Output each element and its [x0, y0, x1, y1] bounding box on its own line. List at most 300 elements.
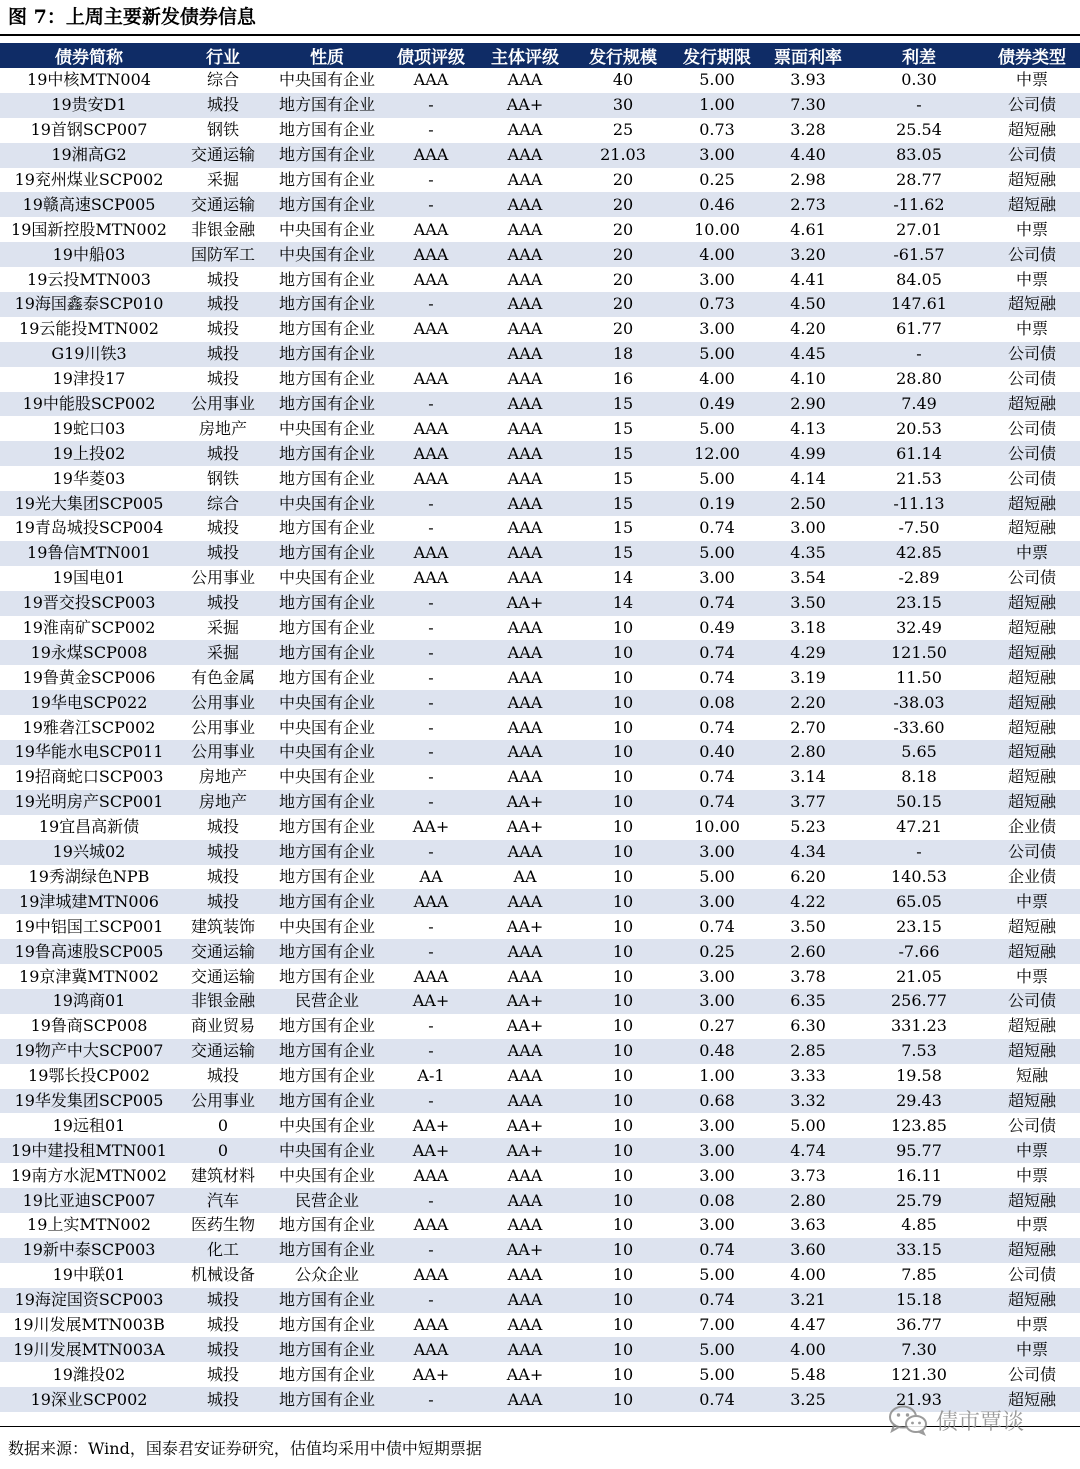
table-row [0, 840, 1080, 865]
cell-spread: 32.49 [896, 618, 942, 638]
cell-ownership: 中央国有企业 [268, 1138, 386, 1163]
cell-industry: 城投 [206, 1066, 239, 1086]
cell-issue-rating: - [386, 192, 476, 217]
cell-industry: 城投 [178, 1288, 268, 1313]
cell-issuer-rating: AA+ [506, 916, 544, 936]
table-row [0, 566, 1080, 591]
cell-issuer-rating: AAA [476, 840, 574, 865]
cell-coupon-rate: 2.98 [790, 170, 826, 189]
watermark-text: 债市覃谈 [936, 1409, 1025, 1435]
cell-bond-name: 19兖州煤业SCP002 [14, 170, 164, 189]
cell-issue-size: 10 [574, 1238, 672, 1263]
cell-ownership: 地方国有企业 [268, 292, 386, 317]
cell-issuer-rating: AAA [476, 1039, 574, 1064]
cell-industry: 机械设备 [190, 1265, 255, 1285]
cell-ownership: 民营企业 [268, 1188, 386, 1213]
cell-bond-name: 19赣高速SCP005 [0, 192, 178, 217]
cell-spread: 0.30 [901, 70, 937, 90]
cell-issue-size: 10 [612, 717, 634, 737]
cell-bond-name: 19川发展MTN003B [13, 1314, 165, 1334]
cell-spread: 65.05 [854, 889, 984, 914]
cell-issue-rating: - [386, 392, 476, 417]
cell-issue-size: 15 [612, 518, 634, 538]
cell-tenor: 0.74 [672, 1238, 762, 1263]
cell-bond-type: 超短融 [984, 939, 1080, 964]
cell-ownership: 地方国有企业 [268, 143, 386, 168]
cell-issuer-rating: AAA [476, 441, 574, 466]
cell-spread: 83.05 [854, 143, 984, 168]
cell-bond-name: 19秀湖绿色NPB [28, 866, 150, 886]
cell-issuer-rating: AAA [507, 568, 543, 588]
cell-issue-rating: AA [419, 866, 443, 886]
cell-bond-type: 超短融 [984, 640, 1080, 665]
cell-coupon-rate: 3.77 [762, 790, 854, 815]
cell-bond-name: 19海淀国资SCP003 [0, 1288, 178, 1313]
cell-coupon-rate: 6.30 [790, 1016, 826, 1036]
cell-bond-name: 19国新控股MTN002 [11, 219, 167, 239]
cell-issue-rating: - [428, 767, 434, 787]
cell-issue-size: 10 [612, 618, 634, 638]
cell-issue-rating: - [386, 93, 476, 118]
cell-ownership: 地方国有企业 [268, 939, 386, 964]
cell-industry: 城投 [178, 292, 268, 317]
cell-issuer-rating: AAA [507, 1314, 543, 1334]
cell-tenor: 4.00 [699, 369, 735, 389]
cell-industry: 钢铁 [206, 468, 239, 488]
cell-issue-size: 10 [612, 667, 634, 687]
cell-spread: -7.66 [854, 939, 984, 964]
cell-industry: 公用事业 [190, 717, 255, 737]
cell-coupon-rate: 4.45 [762, 342, 854, 367]
cell-industry: 城投 [206, 518, 239, 538]
cell-issuer-rating: AAA [507, 966, 543, 986]
cell-coupon-rate: 4.00 [790, 1265, 826, 1285]
cell-bond-name: 19湘高G2 [0, 143, 178, 168]
cell-spread: 50.15 [854, 790, 984, 815]
cell-coupon-rate: 2.60 [762, 939, 854, 964]
cell-bond-type: 公司债 [1007, 418, 1056, 438]
table-row [0, 68, 1080, 93]
cell-spread: 7.85 [901, 1265, 937, 1285]
cell-tenor: 7.00 [699, 1314, 735, 1334]
cell-coupon-rate: 6.20 [790, 866, 826, 886]
cell-industry: 采掘 [178, 640, 268, 665]
cell-tenor: 5.00 [699, 1364, 735, 1384]
cell-issuer-rating: AAA [476, 392, 574, 417]
cell-ownership: 地方国有企业 [268, 591, 386, 616]
cell-issue-rating: - [428, 170, 434, 189]
cell-ownership: 地方国有企业 [278, 1364, 375, 1384]
table-row [0, 690, 1080, 715]
cell-issue-rating: - [386, 1387, 476, 1412]
cell-issuer-rating: AA+ [506, 817, 544, 837]
table-row [0, 1263, 1080, 1288]
cell-bond-type: 超短融 [984, 1188, 1080, 1213]
table-row [0, 740, 1080, 765]
cell-ownership: 地方国有企业 [278, 966, 375, 986]
cell-spread: 29.43 [854, 1089, 984, 1114]
cell-coupon-rate: 4.00 [762, 1337, 854, 1362]
cell-issue-rating: - [428, 667, 434, 687]
cell-industry: 交通运输 [178, 143, 268, 168]
cell-coupon-rate: 3.21 [762, 1288, 854, 1313]
cell-spread: 61.77 [896, 319, 942, 339]
cell-coupon-rate: 3.50 [790, 916, 826, 936]
header-bond-type: 债券类型 [984, 43, 1080, 68]
cell-issuer-rating: AAA [507, 1215, 543, 1235]
cell-issue-rating: AAA [386, 441, 476, 466]
cell-tenor: 10.00 [694, 219, 740, 239]
cell-spread: 121.50 [854, 640, 984, 665]
cell-ownership: 地方国有企业 [278, 1066, 375, 1086]
cell-issue-size: 15 [612, 418, 634, 438]
cell-issuer-rating: AAA [476, 939, 574, 964]
cell-industry: 城投 [206, 319, 239, 339]
figure-title: 图 7：上周主要新发债券信息 [8, 6, 256, 28]
table-row [0, 242, 1080, 267]
cell-issuer-rating: AAA [507, 319, 543, 339]
cell-issue-size: 10 [574, 1288, 672, 1313]
cell-spread: 16.11 [896, 1165, 942, 1185]
cell-issuer-rating: AAA [507, 170, 543, 189]
cell-ownership: 中央国有企业 [268, 740, 386, 765]
cell-bond-name: 19潍投02 [52, 1364, 126, 1384]
table-row [0, 665, 1080, 690]
cell-bond-name: 19华菱03 [52, 468, 126, 488]
cell-issue-rating: - [428, 1016, 434, 1036]
cell-issue-size: 10 [612, 866, 634, 886]
cell-bond-type: 公司债 [1007, 468, 1056, 488]
cell-bond-name: 19鄂长投CP002 [28, 1066, 150, 1086]
cell-bond-type: 公司债 [984, 93, 1080, 118]
title-rule [0, 34, 1080, 36]
cell-bond-name: 19华能水电SCP011 [0, 740, 178, 765]
cell-industry: 交通运输 [190, 966, 255, 986]
cell-industry: 化工 [178, 1238, 268, 1263]
cell-issue-size: 10 [574, 1387, 672, 1412]
cell-issue-rating: AAA [413, 1314, 449, 1334]
cell-issue-size: 10 [574, 790, 672, 815]
cell-issue-rating: AAA [413, 319, 449, 339]
cell-tenor: 10.00 [694, 817, 740, 837]
cell-industry: 城投 [206, 369, 239, 389]
cell-tenor: 3.00 [672, 889, 762, 914]
cell-ownership: 地方国有企业 [278, 170, 375, 189]
cell-issue-size: 10 [574, 1089, 672, 1114]
table-row [0, 217, 1080, 242]
cell-spread: 147.61 [854, 292, 984, 317]
cell-issuer-rating: AAA [507, 518, 543, 538]
cell-bond-type: 超短融 [984, 392, 1080, 417]
cell-issuer-rating: AA+ [506, 1115, 544, 1135]
cell-bond-type: 超短融 [984, 1238, 1080, 1263]
cell-coupon-rate: 4.35 [762, 541, 854, 566]
table-row [0, 392, 1080, 417]
cell-industry: 交通运输 [178, 192, 268, 217]
cell-coupon-rate: 4.40 [762, 143, 854, 168]
cell-industry: 城投 [178, 342, 268, 367]
table-row [0, 168, 1080, 193]
cell-bond-type: 超短融 [984, 1089, 1080, 1114]
cell-coupon-rate: 3.60 [762, 1238, 854, 1263]
cell-bond-name: 19宜昌高新债 [38, 817, 140, 837]
cell-industry: 城投 [178, 840, 268, 865]
table-row [0, 1089, 1080, 1114]
cell-issue-size: 10 [612, 1066, 634, 1086]
header-industry: 行业 [178, 43, 268, 68]
cell-spread: 21.53 [896, 468, 942, 488]
cell-ownership: 中央国有企业 [278, 767, 375, 787]
cell-tenor: 12.00 [672, 441, 762, 466]
cell-bond-type: 中票 [1015, 219, 1048, 239]
cell-bond-name: 19永煤SCP008 [0, 640, 178, 665]
cell-spread: 121.30 [891, 1364, 947, 1384]
cell-bond-type: 公司债 [984, 242, 1080, 267]
cell-issuer-rating: AAA [476, 1387, 574, 1412]
cell-issue-rating: - [428, 717, 434, 737]
cell-issue-size: 10 [612, 1165, 634, 1185]
cell-issue-size: 10 [574, 939, 672, 964]
cell-issuer-rating: AAA [507, 1165, 543, 1185]
cell-issue-rating: AAA [413, 418, 449, 438]
cell-coupon-rate: 4.14 [790, 468, 826, 488]
cell-spread: -11.62 [854, 192, 984, 217]
cell-bond-name: 19上实MTN002 [27, 1215, 151, 1235]
cell-bond-name: 19华电SCP022 [0, 690, 178, 715]
table-row [0, 1238, 1080, 1263]
cell-coupon-rate: 3.19 [790, 667, 826, 687]
cell-issuer-rating: AAA [476, 640, 574, 665]
cell-issuer-rating: AA+ [476, 790, 574, 815]
cell-issue-size: 10 [574, 1337, 672, 1362]
cell-coupon-rate: 2.20 [762, 690, 854, 715]
cell-issuer-rating: AA+ [476, 1138, 574, 1163]
cell-spread: 21.93 [854, 1387, 984, 1412]
cell-coupon-rate: 5.00 [790, 1115, 826, 1135]
cell-bond-type: 超短融 [1007, 767, 1056, 787]
cell-issue-rating: - [386, 790, 476, 815]
cell-bond-type: 中票 [984, 541, 1080, 566]
cell-bond-name: G19川铁3 [0, 342, 178, 367]
cell-issue-size: 18 [574, 342, 672, 367]
cell-ownership: 地方国有企业 [268, 441, 386, 466]
cell-issue-size: 15 [574, 392, 672, 417]
cell-tenor: 5.00 [699, 1265, 735, 1285]
cell-ownership: 地方国有企业 [278, 667, 375, 687]
cell-industry: 0 [178, 1138, 268, 1163]
cell-coupon-rate: 4.61 [790, 219, 826, 239]
cell-ownership: 地方国有企业 [268, 889, 386, 914]
cell-issuer-rating: AAA [507, 618, 543, 638]
table-row [0, 1064, 1080, 1089]
cell-issue-rating: - [386, 491, 476, 516]
cell-bond-type: 中票 [1015, 1215, 1048, 1235]
cell-tenor: 0.46 [672, 192, 762, 217]
cell-issue-rating: - [386, 740, 476, 765]
table-row [0, 466, 1080, 491]
wechat-icon [888, 1404, 928, 1436]
cell-bond-name: 19淮南矿SCP002 [22, 618, 156, 638]
cell-bond-name: 19招商蛇口SCP003 [14, 767, 164, 787]
table-row [0, 964, 1080, 989]
cell-coupon-rate: 7.30 [762, 93, 854, 118]
cell-issue-size: 20 [612, 319, 634, 339]
cell-bond-name: 19中船03 [0, 242, 178, 267]
cell-tenor: 0.74 [699, 518, 735, 538]
cell-tenor: 3.00 [699, 966, 735, 986]
cell-bond-type: 公司债 [984, 342, 1080, 367]
cell-coupon-rate: 5.23 [790, 817, 826, 837]
cell-bond-type: 短融 [1015, 1066, 1048, 1086]
cell-tenor: 3.00 [699, 568, 735, 588]
cell-industry: 商业贸易 [190, 1016, 255, 1036]
cell-ownership: 地方国有企业 [278, 866, 375, 886]
cell-coupon-rate: 4.99 [762, 441, 854, 466]
cell-issue-rating: AAA [386, 889, 476, 914]
cell-ownership: 地方国有企业 [268, 93, 386, 118]
cell-issue-rating: AA+ [386, 1138, 476, 1163]
table-row [0, 292, 1080, 317]
cell-spread: -7.50 [898, 518, 940, 538]
cell-coupon-rate: 4.74 [762, 1138, 854, 1163]
cell-industry: 医药生物 [190, 1215, 255, 1235]
cell-bond-type: 中票 [1015, 70, 1048, 90]
cell-bond-name: 19鲁黄金SCP006 [22, 667, 156, 687]
cell-bond-name: 19深业SCP002 [0, 1387, 178, 1412]
table-row [0, 143, 1080, 168]
cell-issue-rating: - [386, 690, 476, 715]
cell-issue-size: 10 [574, 889, 672, 914]
cell-issue-rating: - [386, 1188, 476, 1213]
cell-tenor: 1.00 [672, 93, 762, 118]
cell-coupon-rate: 2.50 [762, 491, 854, 516]
table-row [0, 516, 1080, 541]
cell-issue-rating: AA+ [412, 1364, 450, 1384]
cell-ownership: 中央国有企业 [278, 568, 375, 588]
cell-coupon-rate: 4.22 [762, 889, 854, 914]
cell-issue-size: 21.03 [574, 143, 672, 168]
cell-industry: 城投 [178, 1337, 268, 1362]
cell-issue-size: 15 [574, 491, 672, 516]
cell-coupon-rate: 3.14 [790, 767, 826, 787]
cell-issue-rating: AAA [413, 468, 449, 488]
cell-bond-type: 中票 [1015, 966, 1048, 986]
cell-issue-size: 10 [574, 1039, 672, 1064]
cell-industry: 国防军工 [178, 242, 268, 267]
cell-tenor: 0.73 [672, 292, 762, 317]
cell-bond-name: 19比亚迪SCP007 [0, 1188, 178, 1213]
cell-industry: 非银金融 [190, 219, 255, 239]
cell-coupon-rate: 4.50 [762, 292, 854, 317]
cell-issue-size: 10 [574, 1188, 672, 1213]
cell-bond-type: 超短融 [1007, 1016, 1056, 1036]
table-row [0, 491, 1080, 516]
cell-coupon-rate: 3.18 [790, 618, 826, 638]
cell-coupon-rate: 4.20 [790, 319, 826, 339]
cell-industry: 城投 [206, 269, 239, 289]
cell-ownership: 地方国有企业 [268, 1238, 386, 1263]
cell-issue-size: 10 [612, 966, 634, 986]
cell-ownership: 中央国有企业 [278, 219, 375, 239]
cell-tenor: 0.74 [699, 767, 735, 787]
cell-issue-rating: - [386, 840, 476, 865]
cell-coupon-rate: 4.41 [790, 269, 826, 289]
cell-bond-type: 超短融 [1007, 518, 1056, 538]
cell-tenor: 3.00 [699, 269, 735, 289]
cell-bond-type: 中票 [1015, 269, 1048, 289]
cell-coupon-rate: 3.00 [790, 518, 826, 538]
cell-issue-size: 10 [574, 690, 672, 715]
cell-tenor: 5.00 [672, 541, 762, 566]
cell-coupon-rate: 4.29 [762, 640, 854, 665]
cell-bond-type: 公司债 [984, 840, 1080, 865]
cell-tenor: 5.00 [672, 342, 762, 367]
cell-issue-rating: AAA [386, 143, 476, 168]
cell-bond-type: 超短融 [1007, 916, 1056, 936]
cell-spread: 33.15 [854, 1238, 984, 1263]
cell-issue-rating: AAA [413, 369, 449, 389]
cell-ownership: 地方国有企业 [278, 1314, 375, 1334]
cell-coupon-rate: 2.90 [762, 392, 854, 417]
cell-tenor: 3.00 [672, 989, 762, 1014]
cell-spread: -11.13 [854, 491, 984, 516]
cell-issuer-rating: AA+ [476, 591, 574, 616]
cell-bond-type: 中票 [1015, 1314, 1048, 1334]
cell-industry: 采掘 [206, 618, 239, 638]
cell-bond-name: 19京津冀MTN002 [19, 966, 159, 986]
cell-tenor: 0.48 [672, 1039, 762, 1064]
cell-bond-name: 19新中泰SCP003 [0, 1238, 178, 1263]
cell-industry: 综合 [178, 491, 268, 516]
table-row [0, 865, 1080, 890]
cell-industry: 采掘 [206, 170, 239, 189]
cell-ownership: 地方国有企业 [268, 192, 386, 217]
cell-issuer-rating: AA+ [506, 1364, 544, 1384]
cell-coupon-rate: 3.78 [790, 966, 826, 986]
table-row [0, 267, 1080, 292]
cell-bond-name: 19国电01 [52, 568, 126, 588]
cell-ownership: 中央国有企业 [278, 1165, 375, 1185]
cell-tenor: 1.00 [699, 1066, 735, 1086]
cell-ownership: 中央国有企业 [278, 1115, 375, 1135]
cell-bond-name: 19远租01 [52, 1115, 126, 1135]
cell-spread: 25.79 [854, 1188, 984, 1213]
cell-issue-size: 10 [612, 1215, 634, 1235]
cell-issue-size: 10 [574, 840, 672, 865]
cell-bond-name: 19鸿商01 [0, 989, 178, 1014]
cell-coupon-rate: 3.54 [790, 568, 826, 588]
cell-spread: - [854, 840, 984, 865]
cell-tenor: 0.74 [672, 1288, 762, 1313]
cell-industry: 综合 [206, 70, 239, 90]
cell-tenor: 0.19 [672, 491, 762, 516]
cell-industry: 房地产 [198, 767, 247, 787]
cell-issue-size: 25 [612, 120, 634, 140]
cell-ownership: 中央国有企业 [278, 418, 375, 438]
cell-bond-type: 公司债 [1007, 1115, 1056, 1135]
cell-bond-type: 超短融 [984, 740, 1080, 765]
cell-industry: 交通运输 [178, 939, 268, 964]
cell-spread: 256.77 [854, 989, 984, 1014]
cell-tenor: 0.25 [699, 170, 735, 189]
cell-spread: - [854, 93, 984, 118]
cell-bond-type: 中票 [984, 889, 1080, 914]
cell-issue-rating: AA+ [412, 817, 450, 837]
cell-coupon-rate: 5.48 [790, 1364, 826, 1384]
cell-issuer-rating: AA+ [476, 989, 574, 1014]
cell-bond-name: 19鲁商SCP008 [30, 1016, 148, 1036]
cell-bond-type: 超短融 [984, 790, 1080, 815]
